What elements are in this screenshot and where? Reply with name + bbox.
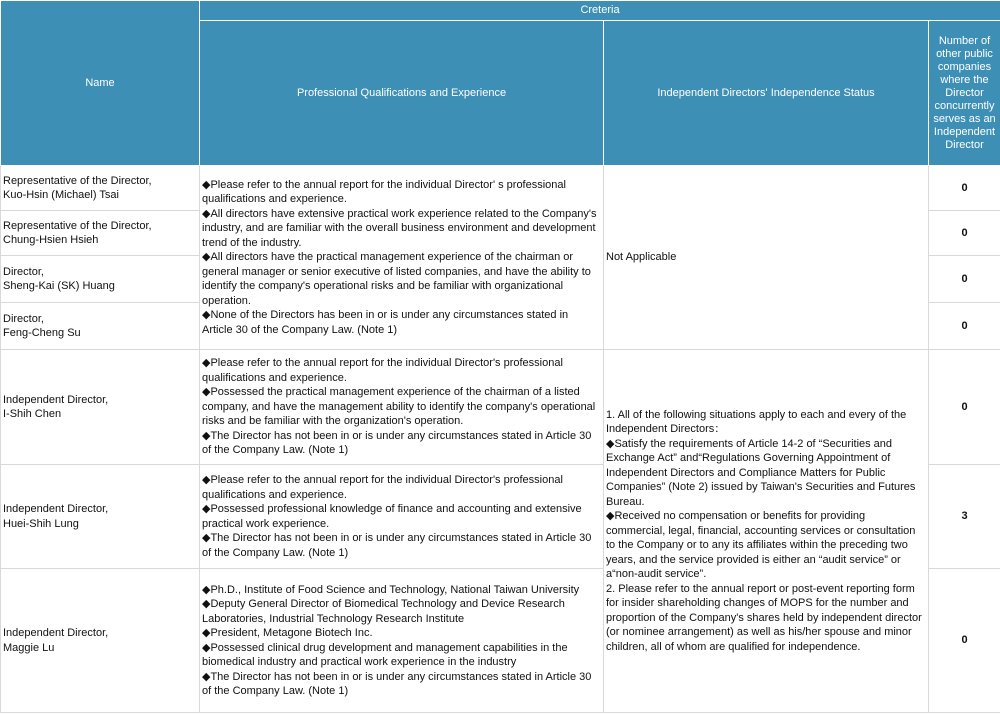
other-companies-count: 0 — [929, 569, 1000, 713]
qualification-item: ◆Possessed the practical management experience of the chairman of a listed company, and have the management ability to identify the company's operational risks and be familiar with the organization's operation. — [202, 386, 596, 428]
director-title: Representative of the Director, — [3, 219, 152, 232]
director-title: Independent Director, — [3, 503, 109, 515]
director-name: Sheng-Kai (SK) Huang — [3, 280, 115, 292]
director-name-cell — [1, 211, 200, 256]
qualification-item: ◆The Director has not been in or is under any circumstances stated in Article 30 of the Company Law. (Note 1) — [202, 532, 592, 559]
director-name: Chung-Hsien Hsieh — [3, 234, 99, 246]
director-name-cell — [1, 166, 200, 211]
director-name-cell — [1, 569, 200, 713]
header-criteria: Creteria — [200, 1, 1000, 21]
qualifications-directors — [200, 166, 604, 350]
qualification-item: ◆The Director has not been in or is under any circumstances stated in Article 30 of the Company Law. (Note 1) — [202, 670, 592, 697]
qualification-item: ◆Ph.D., Institute of Food Science and Technology, National Taiwan University — [202, 583, 580, 596]
director-title: Director, — [3, 312, 44, 325]
header-other-companies: Number of other public companies where the Director concurrently serves as an Independent Director — [929, 21, 1000, 166]
director-name: Kuo-Hsin (Michael) Tsai — [3, 189, 119, 201]
qualification-item: ◆None of the Directors has been in or is under any circumstances stated in Article 30 of the Company Law. (Note 1) — [202, 309, 569, 336]
director-title: Independent Director, — [3, 393, 109, 406]
independence-item: ◆Received no compensation or benefits for providing commercial, legal, financial, accounting services or consultation to the Company or to any its affiliates within the preceding two years, and the service provided is either an “audit service” or a“non-audit service”. — [606, 510, 916, 581]
director-title: Representative of the Director, — [3, 174, 152, 187]
qualification-item: ◆Possessed clinical drug development and management capabilities in the biomedical industry and practical work experience in the industry — [202, 641, 568, 668]
director-name: I-Shih Chen — [3, 408, 62, 420]
director-name: Feng-Cheng Su — [3, 327, 81, 339]
table-row — [1, 166, 1000, 211]
qualification-item: ◆Please refer to the annual report for the individual Director's professional qualifications and experience. — [202, 474, 563, 501]
header-independence: Independent Directors' Independence Status — [604, 21, 929, 166]
header-name: Name — [1, 1, 200, 166]
director-name-cell — [1, 465, 200, 569]
qualification-item: ◆Please refer to the annual report for the individual Director's professional qualifications and experience. — [202, 357, 563, 384]
qualification-item: ◆The Director has not been in or is under any circumstances stated in Article 30 of the Company Law. (Note 1) — [202, 429, 592, 457]
other-companies-count: 0 — [929, 256, 1000, 303]
other-companies-count: 0 — [929, 350, 1000, 465]
independence-item: 1. All of the following situations apply to each and every of the Independent Directors： — [606, 408, 907, 436]
other-companies-count: 0 — [929, 166, 1000, 211]
independence-item: ◆Satisfy the requirements of Article 14-2 of “Securities and Exchange Act” and“Regulations Governing Appointment of Independent Directors and Compliance Matters for Public Companies” (Note 2) issued by Taiwan's Securities and Futures Bureau. — [606, 437, 916, 508]
qualification-item: ◆All directors have the practical management experience of the chairman or general manager or senior executive of listed companies, and have the ability to identify the company's operational risks and be familiar with organizational operation. — [202, 251, 591, 307]
qualifications-lu — [200, 569, 604, 713]
independence-independent-directors — [604, 350, 929, 713]
director-title: Independent Director, — [3, 627, 109, 639]
director-title: Director, — [3, 265, 44, 278]
table-row — [1, 350, 1000, 465]
qualification-item: ◆Possessed professional knowledge of finance and accounting and extensive practical work experience. — [202, 503, 582, 530]
director-name: Huei-Shih Lung — [3, 517, 79, 530]
qualifications-chen — [200, 350, 604, 465]
qualifications-lung — [200, 465, 604, 569]
independence-item: 2. Please refer to the annual report or post-event reporting form for insider shareholding changes of MOPS for the number and proportion of the Company's shares held by independent director (or nominee arrangement) as well as his/her spouse and minor children, all of whom are qualified for independence. — [606, 582, 922, 653]
director-name-cell — [1, 303, 200, 350]
independence-directors: Not Applicable — [604, 166, 929, 350]
other-companies-count: 0 — [929, 211, 1000, 256]
qualification-item: ◆Deputy General Director of Biomedical Technology and Device Research Laboratories, Industrial Technology Research Institute — [202, 598, 565, 625]
qualification-item: ◆President, Metagone Biotech Inc. — [202, 627, 373, 639]
qualification-item: ◆All directors have extensive practical work experience related to the Company's industry, and are familiar with the overall business environment and development trend of the industry. — [202, 207, 597, 249]
other-companies-count: 0 — [929, 303, 1000, 350]
director-name-cell — [1, 350, 200, 465]
qualification-item: ◆Please refer to the annual report for the individual Director' s professional qualifications and experience. — [202, 178, 566, 206]
other-companies-count: 3 — [929, 465, 1000, 569]
header-qualifications: Professional Qualifications and Experience — [200, 21, 604, 166]
director-name: Maggie Lu — [3, 641, 55, 654]
director-name-cell — [1, 256, 200, 303]
